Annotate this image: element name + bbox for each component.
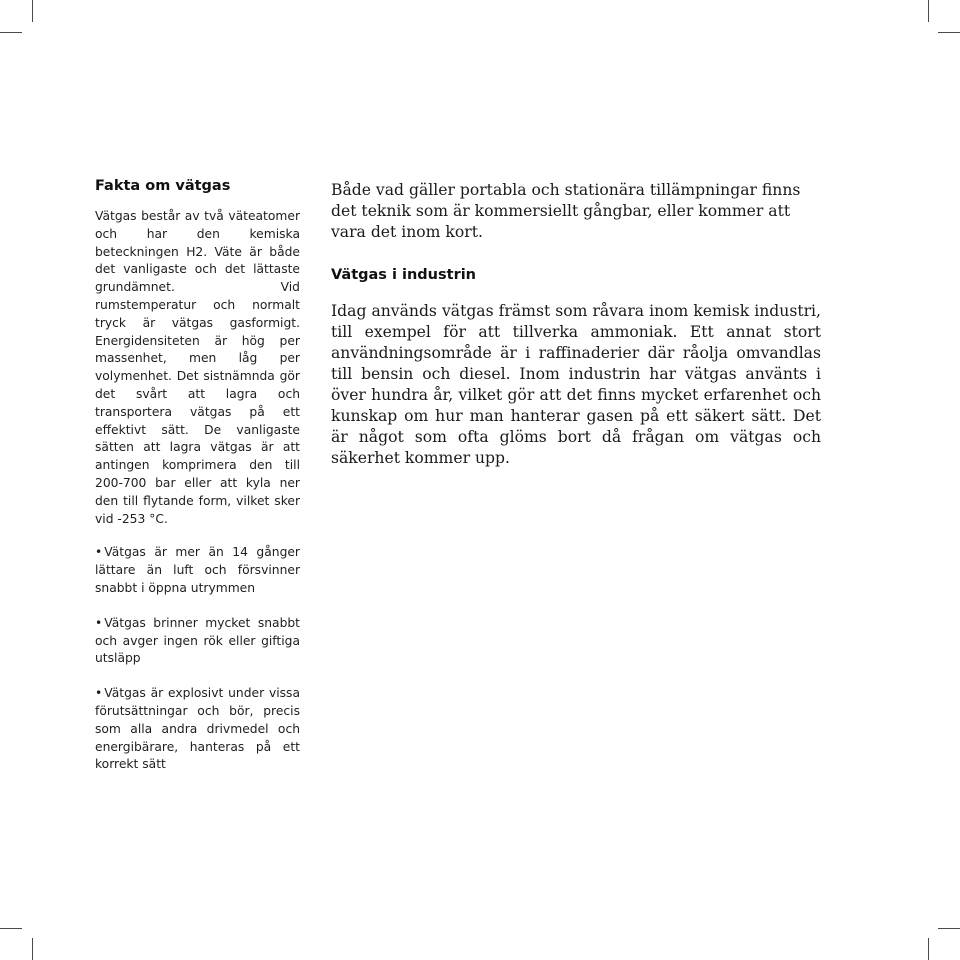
fact-paragraph: Vätgas består av två väteatomer och har den kemiska beteckningen H2. Väte är både det vanligaste och det lättaste grundämnet. Vid rumstemperatur och normalt tryck är vätgas gasformigt. Energidensiteten är hög per massenhet, men låg per volymenhet. Det sistnämnda gör det svårt att lagra och transportera vätgas på ett effektivt sätt. De vanligaste sätten att lagra vätgas är att antingen komprimera den till 200-700 bar eller att kyla ner den till flytande form, vilket sker vid -253 °C. — [95, 209, 300, 526]
fact-bullet-item — [95, 544, 300, 597]
bullet-icon: • — [95, 686, 103, 701]
crop-mark-top-left — [32, 0, 33, 22]
crop-mark-bottom-right — [928, 938, 929, 960]
fact-heading: Fakta om vätgas — [95, 178, 231, 194]
fact-bullet-text: Vätgas är mer än 14 gånger lättare än luft och försvinner snabbt i öppna utrymmen — [95, 545, 300, 595]
section-paragraph: Idag används vätgas främst som råvara inom kemisk industri, till exempel för att tillverka ammoniak. Ett annat stort användningsområde är i raffinaderier där råolja omvandlas till bensin och diesel. Inom industrin har vätgas använts i över hundra år, vilket gör att det finns mycket erfarenhet och kunskap om hur man hanterar gasen på ett säkert sätt. Det är något som ofta glöms bort då frågan om vätgas och säkerhet kommer upp. — [331, 302, 821, 467]
section-heading: Vätgas i industrin — [331, 267, 477, 283]
bullet-icon: • — [95, 545, 103, 560]
crop-mark-left-top — [0, 32, 22, 33]
crop-mark-right-bottom — [938, 928, 960, 929]
fact-bullet-item — [95, 615, 300, 668]
main-text-column — [331, 180, 821, 469]
fact-bullet-list — [95, 544, 300, 774]
fact-bullet-item — [95, 685, 300, 774]
crop-mark-left-bottom — [0, 928, 22, 929]
crop-mark-bottom-left — [32, 938, 33, 960]
fact-bullet-text: Vätgas är explosivt under vissa förutsättningar och bör, precis som alla andra drivmedel och energibärare, hanteras på ett korrekt sätt — [95, 686, 300, 772]
fact-sidebar — [95, 176, 300, 791]
crop-mark-top-right — [928, 0, 929, 22]
crop-mark-right-top — [938, 32, 960, 33]
bullet-icon: • — [95, 615, 103, 630]
intro-paragraph: Både vad gäller portabla och stationära tillämpningar finns det teknik som är kommersiellt gångbar, eller kommer att vara det inom kort. — [331, 181, 801, 241]
fact-bullet-text: Vätgas brinner mycket snabbt och avger ingen rök eller giftiga utsläpp — [95, 615, 300, 666]
